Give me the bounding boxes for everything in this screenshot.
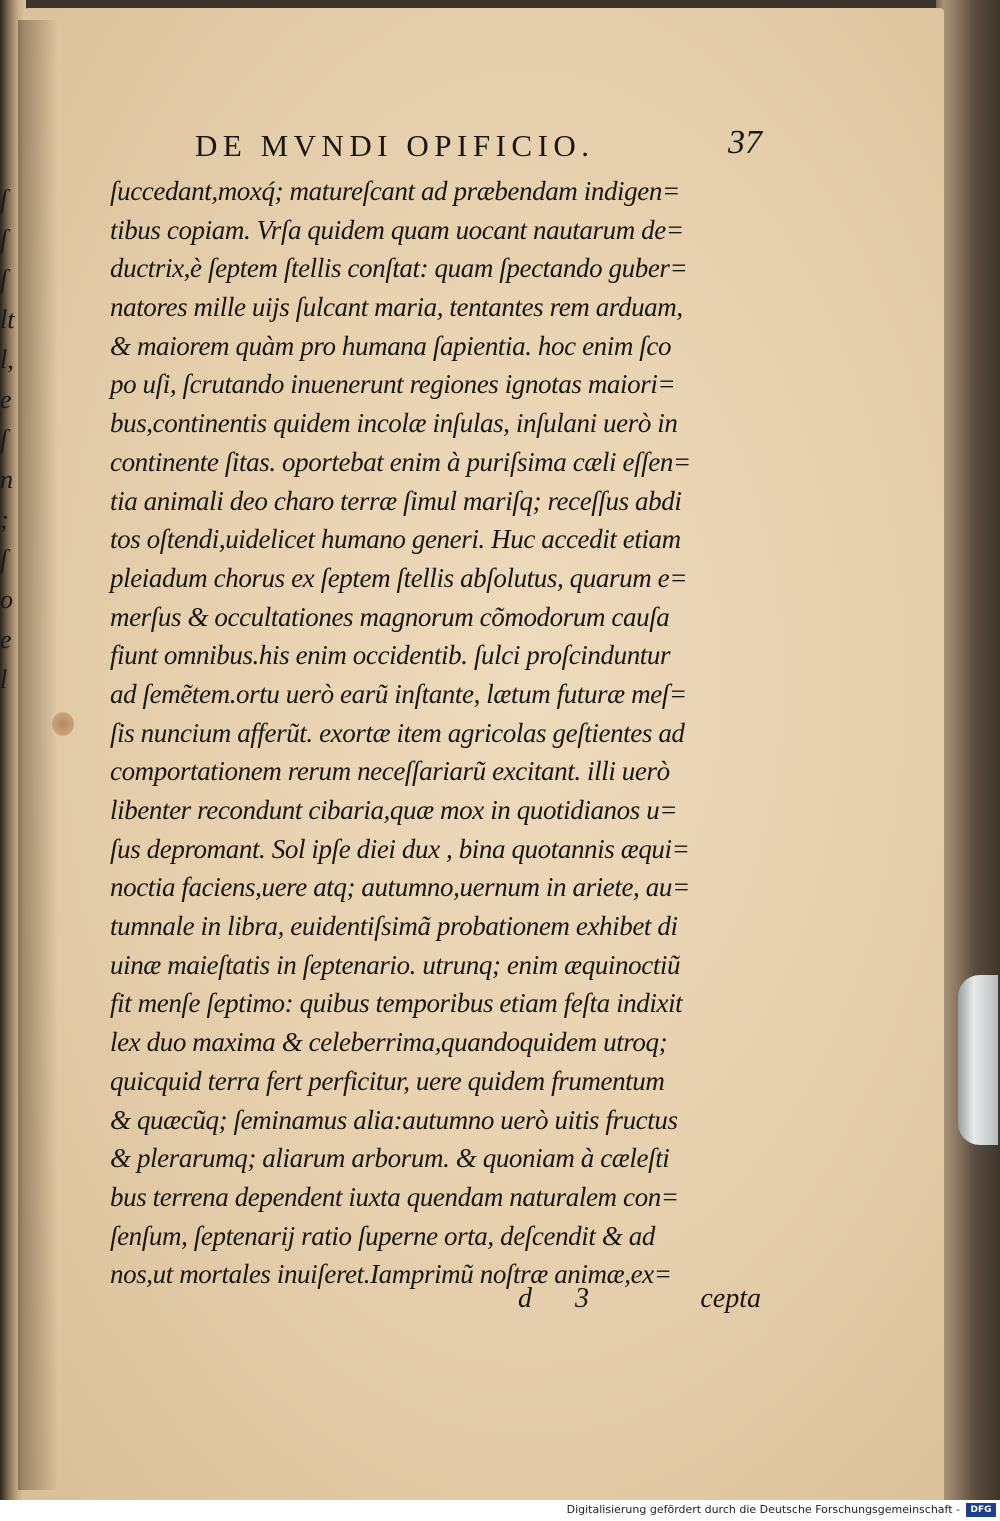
text-line: natores mille uijs ſulcant maria, tentantes rem arduam,: [110, 292, 683, 323]
page-number: 37: [728, 124, 762, 161]
text-line: ductrix,è ſeptem ſtellis conſtat: quam ſpectando guber=: [110, 253, 688, 284]
text-line: & quæcũq; ſeminamus alia:autumno uerò uitis fructus: [110, 1104, 678, 1135]
signature-mark: d 3: [518, 1283, 607, 1314]
text-line: uinæ maieſtatis in ſeptenario. utrunq; enim æquinoctiũ: [110, 949, 681, 980]
text-line: quicquid terra fert perficitur, uere quidem frumentum: [110, 1065, 665, 1096]
text-line: & plerarumq; aliarum arborum. & quoniam à cæleſti: [110, 1143, 670, 1174]
catchword: cepta: [700, 1283, 761, 1314]
text-line: ſus depromant. Sol ipſe diei dux , bina quotannis æqui=: [110, 833, 690, 864]
text-line: ſis nuncium afferũt. exortæ item agricolas geſtientes ad: [110, 717, 685, 748]
clasp: [958, 975, 998, 1145]
text-line: comportationem rerum neceſſariarũ excitant. illi uerò: [110, 756, 670, 787]
margin-fragment: e: [0, 385, 12, 414]
text-line: lex duo maxima & celeberrima,quandoquidem utroq;: [110, 1027, 668, 1058]
margin-fragment: ſ: [0, 425, 8, 454]
running-title: DE MVNDI OPIFICIO.: [195, 128, 595, 163]
text-line: ad ſemẽtem.ortu uerò earũ inſtante, lætum futuræ meſ=: [110, 678, 687, 709]
text-line: tia animali deo charo terræ ſimul mariſq; receſſus abdi: [110, 485, 682, 516]
text-line: pleiadum chorus ex ſeptem ſtellis abſolutus, quarum e=: [110, 562, 688, 593]
text-line: bus,continentis quidem incolæ inſulas, inſulani uerò in: [110, 408, 678, 439]
margin-fragment: l,: [0, 345, 14, 374]
text-line: ſenſum, ſeptenarij ratio ſuperne orta, deſcendit & ad: [110, 1220, 655, 1251]
credit-bar: [0, 1500, 1000, 1521]
text-line: ſuccedant,moxq́; matureſcant ad præbendam indigen=: [110, 176, 680, 206]
margin-fragment: l: [0, 665, 8, 694]
margin-fragment: ſ: [0, 265, 8, 294]
margin-fragment: o: [0, 585, 13, 614]
text-line: merſus & occultationes magnorum cõmodorum cauſa: [110, 601, 670, 632]
paper-stain: [52, 712, 74, 736]
margin-fragment: e: [0, 625, 12, 654]
dfg-logo: DFG: [966, 1503, 996, 1517]
left-margin-fragments: [0, 180, 18, 700]
text-line: tos oſtendi,uidelicet humano generi. Huc accedit etiam: [110, 524, 681, 555]
page-header: [195, 124, 770, 170]
spine-shadow: [18, 20, 58, 1490]
page-footer: [110, 1283, 765, 1325]
text-line: bus terrena dependent iuxta quendam naturalem con=: [110, 1181, 679, 1212]
margin-fragment: ſ: [0, 185, 8, 214]
text-line: noctia faciens,uere atq; autumno,uernum in ariete, au=: [110, 872, 690, 903]
credit-text: Digitalisierung gefördert durch die Deutsche Forschungsgemeinschaft -: [566, 1503, 960, 1516]
margin-fragment: n: [0, 465, 13, 494]
text-line: continente ſitas. oportebat enim à puriſsima cæli eſſen=: [110, 446, 691, 477]
text-line: tibus copiam. Vrſa quidem quam uocant nautarum de=: [110, 214, 684, 245]
body-text: [110, 172, 765, 1294]
text-line: & maiorem quàm pro humana ſapientia. hoc enim ſco: [110, 330, 672, 361]
text-line: po uſi, ſcrutando inuenerunt regiones ignotas maiori=: [110, 369, 676, 400]
text-line: fiunt omnibus.his enim occidentib. ſulci proſcinduntur: [110, 640, 671, 671]
margin-fragment: ſ: [0, 545, 8, 574]
margin-fragment: ſ: [0, 225, 8, 254]
margin-fragment: lt: [0, 305, 15, 334]
book-fore-edge: [936, 0, 1000, 1500]
text-line: libenter recondunt cibaria,quæ mox in quotidianos u=: [110, 795, 678, 825]
text-line: nos,ut mortales inuiſeret.Iamprimũ noſtræ animæ,ex=: [110, 1259, 672, 1290]
text-line: tumnale in libra, euidentiſsimã probationem exhibet di: [110, 911, 678, 942]
text-line: fit menſe ſeptimo: quibus temporibus etiam feſta indixit: [110, 988, 683, 1019]
margin-fragment: ;: [0, 505, 9, 534]
